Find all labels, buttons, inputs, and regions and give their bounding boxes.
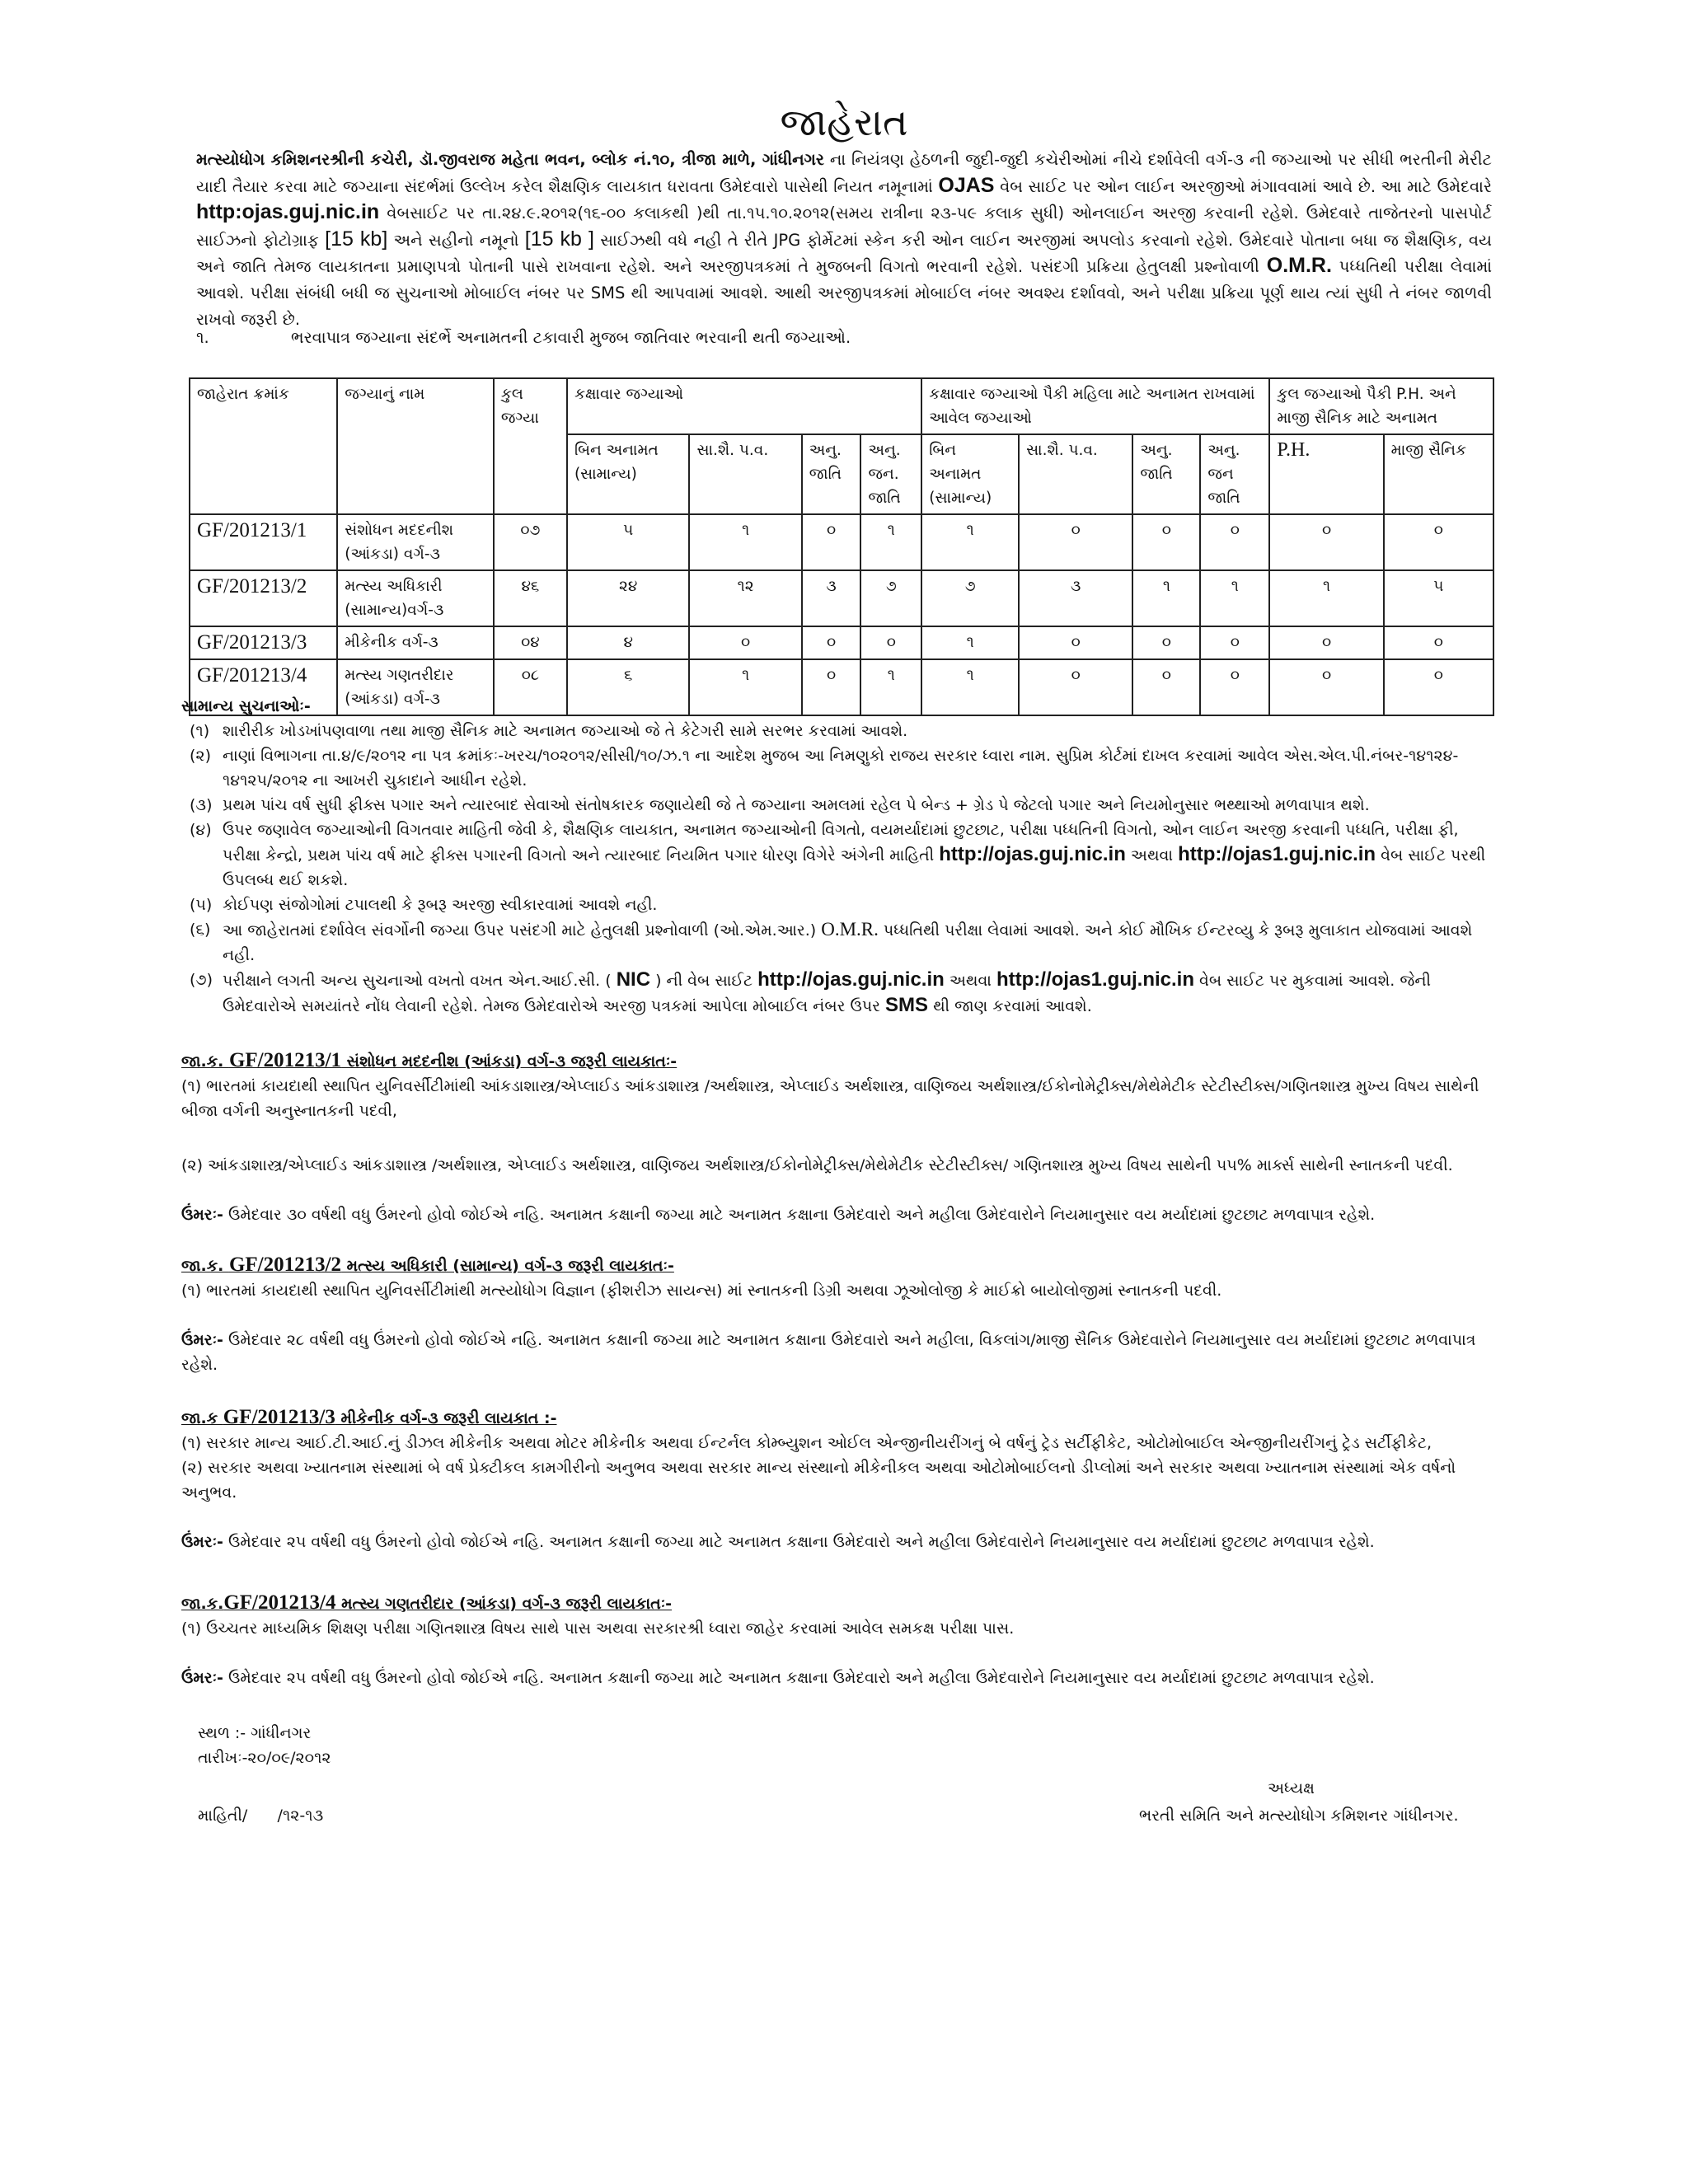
ojas1-link[interactable]: http://ojas1.guj.nic.in [1178,843,1376,865]
table-row: GF/201213/3 મીકેનીક વર્ગ-૩ ૦૪ ૪ ૦ ૦ ૦ ૧ ૦ ૦ ૦ ૦ ૦ [190,626,1493,659]
ojas1-link[interactable]: http://ojas1.guj.nic.in [996,968,1194,991]
instruction-item: (૩) પ્રથમ પાંચ વર્ષ સુધી ફીક્સ પગાર અને ત્યારબાદ સેવાઓ સંતોષકારક જણાયેથી જે તે જગ્યાના અમલમાં રહેલ પે બેન્ડ + ગ્રેડ પે જેટલો પગાર અને નિયમોનુસાર ભથ્થાઓ મળવાપાત્ર થશે. [190,796,1370,814]
subheader: અનુ. જન. જાતિ [860,434,921,514]
instruction-item: (૧) શારીરીક ખોડખાંપણવાળા તથા માજી સૈનિક માટે અનામત જગ્યાઓ જે તે કેટેગરી સામે સરભર કરવામાં આવશે. [190,722,908,740]
ojas-label: OJAS [938,173,995,197]
footer-reference: માહિતી/ /૧૨-૧૩ [198,1807,324,1825]
qualification-item: (૧) ભારતમાં કાયદાથી સ્થાપિત યુનિવર્સીટીમાંથી મત્સ્યોધોગ વિજ્ઞાન (ફીશરીઝ સાયન્સ) માં સ્નાતકની ડિગ્રી અથવા ઝૂઓલોજી કે માઈક્રો બાયોલોજીમાં સ્નાતકની પદવી. [181,1282,1222,1300]
subheader: બિન અનામત (સામાન્ય) [921,434,1019,514]
instruction-item: (૨) નાણાં વિભાગના તા.૪/૯/૨૦૧૨ ના પત્ર ક્રમાંકઃ-ખરચ/૧૦૨૦૧૨/સીસી/૧૦/ઝ.૧ ના આદેશ મુજબ આ નિમણુકો રાજય સરકાર ધ્વારા નામ. સુપ્રિમ કોર્ટમાં દાખલ કરવામાં આવેલ એસ.એલ.પી.નંબર-૧૪૧૨૪- ૧૪૧૨૫/૨૦૧૨ ના આખરી ચુકાદાને આધીન રહેશે. [190,747,1459,790]
section-heading: જા.ક. GF/201213/2 મત્સ્ય અધિકારી (સામાન્ય) વર્ગ-૩ જરૂરી લાયકાતઃ- [181,1254,674,1276]
qualification-item: (૨) આંકડાશાસ્ત્ર/એપ્લાઈડ આંકડાશાસ્ત્ર /અર્થશાસ્ત્ર, એપ્લાઈડ અર્થશાસ્ત્ર, વાણિજય અર્થશાસ્ત્ર/ઈકોનોમેટ્રીક્સ/મેથેમેટીક સ્ટેટીસ્ટીક્સ/ ગણિતશાસ્ત્ર મુખ્ય વિષય સાથેની ૫૫% માર્ક્સ સાથેની સ્નાતકની પદવી. [181,1156,1453,1174]
qualification-item: (૧) ભારતમાં કાયદાથી સ્થાપિત યુનિવર્સીટીમાંથી આંકડાશાસ્ત્ર/એપ્લાઈડ આંકડાશાસ્ત્ર /અર્થશાસ્ત્ર, એપ્લાઈડ અર્થશાસ્ત્ર, વાણિજય અર્થશાસ્ત્ર/ઈકોનોમેટ્રીક્સ/મેથેમેટીક સ્ટેટીસ્ટીક્સ/ગણિતશાસ્ત્ર મુખ્ય વિષય સાથેની બીજા વર્ગની અનુસ્નાતકની પદવી, [181,1077,1479,1120]
header-category-wise: કક્ષાવાર જગ્યાઓ [567,378,921,434]
section-heading: જા.ક. GF/201213/1 સંશોધન મદદનીશ (આંકડા) વર્ગ-૩ જરૂરી લાયકાતઃ- [181,1049,678,1071]
header-code: જાહેરાત ક્રમાંક [190,378,337,514]
point-1: ૧. ભરવાપાત્ર જગ્યાના સંદર્ભે અનામતની ટકાવારી મુજબ જાતિવાર ભરવાની થતી જગ્યાઓ. [196,328,851,347]
ojas-link[interactable]: http://ojas.guj.nic.in [939,843,1126,865]
instruction-item: (૫) કોઈપણ સંજોગોમાં ટપાલથી કે રૂબરૂ અરજી સ્વીકારવામાં આવશે નહી. [190,896,658,914]
signatory-title: અધ્યક્ષ [1268,1779,1315,1797]
header-post-name: જગ્યાનું નામ [337,378,494,514]
subheader: અનુ. જાતિ [802,434,861,514]
ojas-link[interactable]: http://ojas.guj.nic.in [757,968,945,991]
table-row: GF/201213/4 મત્સ્ય ગણતરીદાર (આંકડા) વર્ગ-૩ ૦૮ ૬ ૧ ૦ ૧ ૧ ૦ ૦ ૦ ૦ ૦ [190,659,1493,715]
general-instructions-heading: સામાન્ય સુચનાઓઃ- [181,697,311,715]
posts-table [189,377,1494,716]
header-total: કુલ જગ્યા [494,378,567,514]
instruction-item: (૪) ઉપર જણાવેલ જગ્યાઓની વિગતવાર માહિતી જેવી કે, શૈક્ષણિક લાયકાત, અનામત જગ્યાઓની વિગતો, વયમર્યાદામાં છુટછાટ, પરીક્ષા પધ્ધતિની વિગતો, ઓન લાઈન અરજી કરવાની પધ્ધતિ, પરીક્ષા ફી, પરીક્ષા કેન્દ્રો, પ્રથમ પાંચ વર્ષ માટે ફીક્સ પગારની વિગતો અને ત્યારબાદ નિયમિત પગાર ધોરણ વિગેરે અંગેની માહિતી http://ojas.guj.nic.in અથવા http://ojas1.guj.nic.in વેબ સાઈટ પરથી ઉપલબ્ધ થઈ શકશે. [190,821,1486,889]
age-limit: ઉંમરઃ- ઉમેદવાર ૨૮ વર્ષથી વધુ ઉંમરનો હોવો જોઈએ નહિ. અનામત કક્ષાની જગ્યા માટે અનામત કક્ષાના ઉમેદવારો અને મહીલા, વિકલાંગ/માજી સૈનિક ઉમેદવારોને નિયમાનુસાર વય મર્યાદામાં છુટછાટ મળવાપાત્ર રહેશે. [181,1331,1476,1374]
table-row: GF/201213/1 સંશોધન મદદનીશ (આંકડા) વર્ગ-૩ ૦૭ ૫ ૧ ૦ ૧ ૧ ૦ ૦ ૦ ૦ ૦ [190,514,1493,570]
section-heading: જા.ક GF/201213/3 મીકેનીક વર્ગ-૩ જરૂરી લાયકાત :- [181,1406,557,1428]
footer-date: તારીખઃ-૨૦/૦૯/૨૦૧૨ [198,1749,331,1767]
header-women-reserved: કક્ષાવાર જગ્યાઓ પૈકી મહિલા માટે અનામત રાખવામાં આવેલ જગ્યાઓ [921,378,1269,434]
age-limit: ઉંમરઃ- ઉમેદવાર ૨૫ વર્ષથી વધુ ઉંમરનો હોવો જોઈએ નહિ. અનામત કક્ષાની જગ્યા માટે અનામત કક્ષાના ઉમેદવારો અને મહીલા ઉમેદવારોને નિયમાનુસાર વય મર્યાદામાં છુટછાટ મળવાપાત્ર રહેશે. [181,1669,1375,1687]
age-limit: ઉંમરઃ- ઉમેદવાર ૨૫ વર્ષથી વધુ ઉંમરનો હોવો જોઈએ નહિ. અનામત કક્ષાની જગ્યા માટે અનામત કક્ષાના ઉમેદવારો અને મહીલા ઉમેદવારોને નિયમાનુસાર વય મર્યાદામાં છુટછાટ મળવાપાત્ર રહેશે. [181,1533,1375,1551]
general-instructions [181,694,1500,1019]
qualification-item: (૨) સરકાર અથવા ખ્યાતનામ સંસ્થામાં બે વર્ષ પ્રેક્ટીકલ કામગીરીનો અનુભવ અથવા સરકાર માન્ય સંસ્થાનો મીકેનીકલ અથવા ઓટોમોબાઈલનો ડીપ્લોમાં અને સરકાર અથવા ખ્યાતનામ સંસ્થામાં એક વર્ષનો અનુભવ. [181,1459,1456,1502]
section-gf-201213-3 [181,1405,1500,1554]
signatory-organisation: ભરતી સમિતિ અને મત્સ્યોધોગ કમિશનર ગાંધીનગર. [1139,1807,1459,1825]
section-gf-201213-2 [181,1253,1500,1377]
header-ph-ex-servicemen: કુલ જગ્યાઓ પૈકી P.H. અને માજી સૈનિક માટે અનામત [1269,378,1493,434]
section-gf-201213-4 [181,1591,1500,1690]
qualification-item: (૧) સરકાર માન્ય આઈ.ટી.આઈ.નું ડીઝલ મીકેનીક અથવા મોટર મીકેનીક અથવા ઈન્ટર્નલ કોમ્બ્યુશન ઓઈલ એન્જીનીયરીંગનું બે વર્ષનું ટ્રેડ સર્ટીફીકેટ, ઓટોમોબાઈલ એન્જીનીયરીંગનું ટ્રેડ સર્ટીફીકેટ, [181,1434,1432,1452]
table-row: GF/201213/2 મત્સ્ય અધિકારી (સામાન્ય)વર્ગ-૩ ૪૬ ૨૪ ૧૨ ૩ ૭ ૭ ૩ ૧ ૧ ૧ ૫ [190,570,1493,626]
instruction-item: (૬) આ જાહેરાતમાં દર્શાવેલ સંવર્ગોની જગ્યા ઉપર પસંદગી માટે હેતુલક્ષી પ્રશ્નોવાળી (ઓ.એમ.આર.) O.M.R. પધ્ધતિથી પરીક્ષા લેવામાં આવશે. અને કોઈ મૌખિક ઈન્ટરવ્યુ કે રૂબરૂ મુલાકાત યોજવામાં આવશે નહી. [190,919,1473,964]
page-title: જાહેરાત [780,100,908,144]
age-limit: ઉંમરઃ- ઉમેદવાર ૩૦ વર્ષથી વધુ ઉંમરનો હોવો જોઈએ નહિ. અનામત કક્ષાની જગ્યા માટે અનામત કક્ષાના ઉમેદવારો અને મહીલા ઉમેદવારોને નિયમાનુસાર વય મર્યાદામાં છુટછાટ મળવાપાત્ર રહેશે. [181,1206,1376,1224]
qualification-item: (૧) ઉચ્ચતર માધ્યમિક શિક્ષણ પરીક્ષા ગણિતશાસ્ત્ર વિષય સાથે પાસ અથવા સરકારશ્રી ધ્વારા જાહેર કરવામાં આવેલ સમકક્ષ પરીક્ષા પાસ. [181,1619,1015,1638]
section-heading: જા.ક.GF/201213/4 મત્સ્ય ગણતરીદાર (આંકડા) વર્ગ-૩ જરૂરી લાયકાતઃ- [181,1591,673,1614]
subheader: અનુ. જન જાતિ [1200,434,1269,514]
subheader: સા.શૈ. પ.વ. [1019,434,1132,514]
intro-paragraph: મત્સ્યોધોગ કમિશનરશ્રીની કચેરી, ડૉ.જીવરાજ મહેતા ભવન, બ્લોક નં.૧૦, ત્રીજા માળે, ગાંધીનગર ના નિયંત્રણ હેઠળની જુદી-જુદી કચેરીઓમાં નીચે દર્શાવેલી વર્ગ-૩ ની જગ્યાઓ પર સીધી ભરતીની મેરીટ યાદી તૈયાર કરવા માટે જગ્યાના સંદર્ભમાં ઉલ્લેખ કરેલ શૈક્ષણિક લાયકાત ધરાવતા ઉમેદવારો પાસેથી નિયત નમૂનામાં OJAS વેબ સાઈટ પર ઓન લાઈન અરજીઓ મંગાવવામાં આવે છે. આ માટે ઉમેદવારે http:ojas.guj.nic.in વેબસાઈટ પર તા.૨૪.૯.૨૦૧૨(૧૬-૦૦ કલાકથી )થી તા.૧૫.૧૦.૨૦૧૨(સમય રાત્રીના ૨૩-૫૯ કલાક સુધી) ઓનલાઈન અરજી કરવાની રહેશે. ઉમેદવારે તાજેતરનો પાસપોર્ટ સાઈઝનો ફોટોગ્રાફ [15 kb] અને સહીનો નમૂનો [15 kb ] સાઈઝથી વધે નહી તે રીતે JPG ફોર્મેટમાં સ્કેન કરી ઓન લાઈન અરજીમાં અપલોડ કરવાનો રહેશે. ઉમેદવારે પોતાના બધા જ શૈક્ષણિક, વય અને જાતિ તેમજ લાયકાતના પ્રમાણપત્રો પોતાની પાસે રાખવાના રહેશે. અને અરજીપત્રકમાં તે મુજબની વિગતો ભરવાની રહેશે. પસંદગી પ્રક્રિયા હેતુલક્ષી પ્રશ્નોવાળી O.M.R. પધ્ધતિથી પરીક્ષા લેવામાં આવશે. પરીક્ષા સંબંધી બધી જ સુચનાઓ મોબાઈલ નંબર પર SMS થી આપવામાં આવશે. આથી અરજીપત્રકમાં મોબાઈલ નંબર અવશ્ય દર્શાવવો, અને પરીક્ષા પ્રક્રિયા પૂર્ણ થાય ત્યાં સુધી તે નંબર જાળવી રાખવો જરૂરી છે. [196,150,1492,329]
subheader: P.H. [1269,434,1383,514]
section-gf-201213-1 [181,1048,1500,1227]
subheader: માજી સૈનિક [1384,434,1493,514]
subheader: અનુ. જાતિ [1132,434,1200,514]
office-address: મત્સ્યોધોગ કમિશનરશ્રીની કચેરી, ડૉ.જીવરાજ મહેતા ભવન, બ્લોક નં.૧૦, ત્રીજા માળે, ગાંધીનગર [196,150,824,169]
footer-place: સ્થળ :- ગાંધીનગર [198,1724,312,1742]
subheader: બિન અનામત (સામાન્ય) [567,434,690,514]
instruction-item: (૭) પરીક્ષાને લગતી અન્ય સુચનાઓ વખતો વખત એન.આઈ.સી. ( NIC ) ની વેબ સાઈટ http://ojas.guj.nic.in અથવા http://ojas1.guj.nic.in વેબ સાઈટ પર મુકવામાં આવશે. જેની ઉમેદવારોએ સમયાંતરે નોંધ લેવાની રહેશે. તેમજ ઉમેદવારોએ અરજી પત્રકમાં આપેલા મોબાઈલ નંબર ઉપર SMS થી જાણ કરવામાં આવશે. [190,968,1431,1016]
ojas-url[interactable]: http:ojas.guj.nic.in [196,200,380,224]
subheader: સા.શૈ. પ.વ. [689,434,801,514]
